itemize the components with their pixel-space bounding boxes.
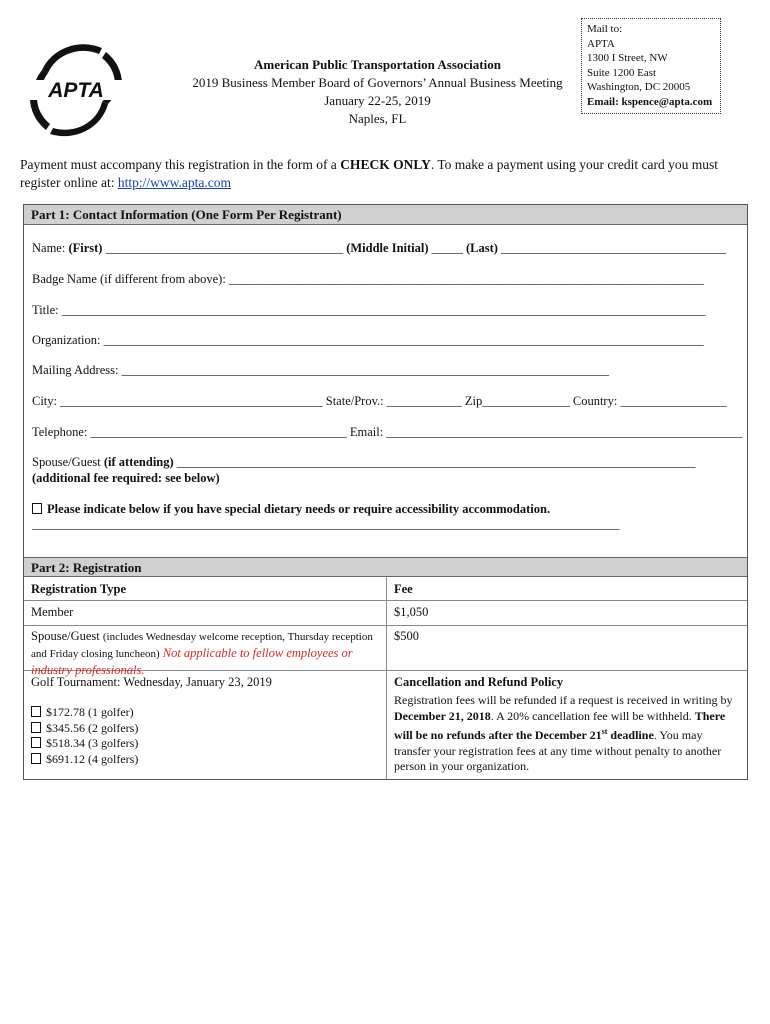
dietary-checkbox-row[interactable] [32, 502, 550, 517]
apta-logo-icon [22, 40, 130, 140]
golf-label: Golf Tournament: Wednesday, January 23, 2019 [31, 675, 272, 689]
spouse-label: Spouse/Guest [32, 455, 104, 469]
golf-option-4[interactable] [31, 752, 138, 768]
spouse-fee: $500 [394, 629, 419, 643]
col-registration-type: Registration Type [31, 582, 127, 596]
policy-date: December 21, 2018 [394, 708, 491, 723]
mail-suite: Suite 1200 East [587, 66, 657, 79]
spouse-reg-label: Spouse/Guest [31, 629, 100, 643]
table-divider [386, 577, 387, 779]
spouse-reg-detail: (includes Wednesday welcome reception, Thursday reception and Friday closing luncheon) [31, 631, 373, 660]
refund-policy [394, 693, 739, 775]
golf-checkbox[interactable] [31, 706, 41, 717]
name-label: Name: [32, 241, 69, 255]
policy-text-3: . You may transfer your registration fees at any time without penalty to another person in your organization. [394, 728, 722, 773]
member-label: Member [31, 605, 74, 619]
member-fee: $1,050 [394, 605, 429, 619]
policy-no-refund: There will be no refunds after the December 21 [394, 708, 726, 742]
event-dates: January 22-25, 2019 [324, 93, 431, 108]
golf-checkbox[interactable] [31, 737, 41, 748]
dietary-label: Please indicate below if you have special dietary needs or require accessibility accommodation. [47, 502, 551, 516]
policy-sup: st [601, 727, 608, 736]
org-name: American Public Transportation Association [254, 57, 501, 72]
golf-checkbox[interactable] [31, 753, 41, 764]
mail-to-box [581, 18, 721, 114]
middle-blank: _____ [428, 241, 467, 255]
golf-option-2[interactable] [31, 721, 138, 737]
payment-check-only: CHECK ONLY [340, 157, 431, 172]
col-fee: Fee [394, 582, 413, 596]
name-line[interactable] [32, 241, 726, 256]
spouse-blank: ___________________________________________________________________________________ [173, 455, 696, 469]
apta-link[interactable]: http://www.apta.com [117, 175, 231, 190]
first-label: (First) [68, 241, 103, 255]
mail-street: 1300 I Street, NW [587, 52, 668, 64]
last-label: (Last) [466, 241, 498, 255]
badge-name-field[interactable]: Badge Name (if different from above): ____________________________________________________________________________ [32, 272, 704, 286]
event-location: Naples, FL [348, 111, 407, 126]
telephone-email-field[interactable]: Telephone: _________________________________________ Email: _________________________________________________________ [32, 425, 743, 439]
golf-option-label: $172.78 (1 golfer) [46, 705, 134, 719]
golf-option-label: $518.34 (3 golfers) [46, 736, 139, 750]
golf-option-1[interactable] [31, 705, 138, 721]
event-header [170, 56, 585, 128]
first-blank: ______________________________________ [102, 241, 347, 255]
city-state-zip-field[interactable]: City: __________________________________________ State/Prov.: ____________ Zip______________ Country: _________________ [32, 394, 727, 408]
policy-text-2: . A 20% cancellation fee will be withheld. [490, 708, 695, 723]
spouse-if-attending: (if attending) [103, 455, 174, 469]
golf-option-label: $691.12 (4 golfers) [46, 751, 139, 766]
dietary-checkbox[interactable] [32, 503, 42, 514]
payment-text: Payment must accompany this registration in the form of a [20, 157, 341, 172]
title-field[interactable]: Title: _______________________________________________________________________________________________________ [32, 303, 706, 317]
payment-text-2: . To make a payment using your credit card you must register online at: [20, 157, 718, 190]
dietary-blank[interactable]: ______________________________________________________________________________________________ [32, 517, 620, 531]
golf-checkbox[interactable] [31, 722, 41, 733]
mail-name: APTA [587, 37, 615, 50]
registration-form [23, 204, 748, 780]
golf-options [31, 705, 138, 767]
organization-field[interactable]: Organization: ________________________________________________________________________________________________ [32, 333, 704, 347]
spouse-guest-field[interactable] [32, 455, 696, 470]
logo-text: APTA [48, 79, 104, 102]
mail-email: Email: kspence@apta.com [587, 95, 713, 108]
spouse-reg-note: Not applicable to fellow employees or industry professionals. [31, 646, 353, 677]
mailing-address-field[interactable]: Mailing Address: ______________________________________________________________________________ [32, 363, 610, 377]
part1-header: Part 1: Contact Information (One Form Per Registrant) [24, 205, 747, 225]
policy-deadline: deadline [607, 728, 654, 742]
mail-city: Washington, DC 20005 [587, 81, 691, 93]
policy-title: Cancellation and Refund Policy [394, 675, 564, 689]
spouse-registration [31, 628, 376, 678]
last-blank: ____________________________________ [497, 241, 727, 255]
golf-option-3[interactable] [31, 736, 138, 752]
event-name: 2019 Business Member Board of Governors’ Annual Business Meeting [192, 75, 563, 90]
spouse-fee-note: (additional fee required: see below) [32, 471, 220, 485]
middle-label: (Middle Initial) [346, 241, 429, 255]
mail-label: Mail to: [587, 23, 623, 35]
part2-header: Part 2: Registration [24, 557, 747, 577]
golf-option-label: $345.56 (2 golfers) [46, 720, 139, 735]
policy-text-1: Registration fees will be refunded if a request is received in writing by [394, 693, 733, 707]
payment-note [20, 156, 750, 192]
